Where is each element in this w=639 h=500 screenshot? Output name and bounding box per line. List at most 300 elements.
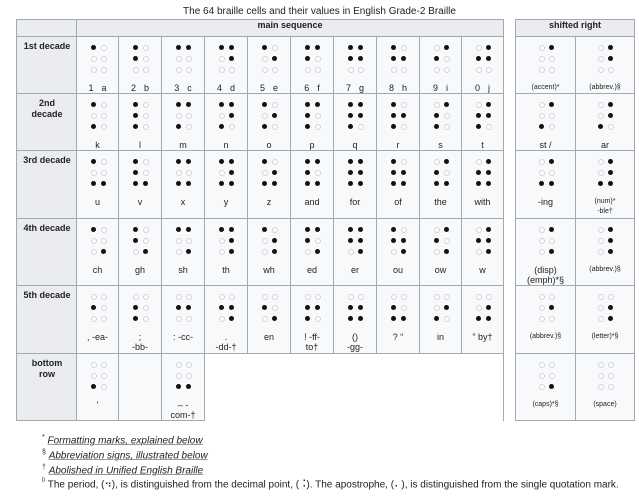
raised-dot	[358, 159, 363, 164]
flat-dot	[143, 305, 149, 311]
braille-cell	[576, 354, 635, 421]
braille-dots	[86, 43, 110, 77]
raised-dot	[262, 227, 267, 232]
raised-dot	[401, 249, 406, 254]
braille-dots	[214, 100, 238, 134]
flat-dot	[272, 227, 278, 233]
flat-dot	[608, 362, 614, 368]
flat-dot	[315, 56, 321, 62]
cell-value	[291, 83, 333, 93]
raised-dot	[608, 102, 613, 107]
raised-dot	[444, 45, 449, 50]
flat-dot	[101, 170, 107, 176]
flat-dot	[598, 294, 604, 300]
braille-cell	[334, 286, 377, 354]
flat-dot	[539, 373, 545, 379]
cell-letter: h	[402, 83, 408, 93]
column-gap	[504, 37, 516, 94]
flat-dot	[539, 113, 545, 119]
flat-dot	[539, 305, 545, 311]
raised-dot	[272, 113, 277, 118]
flat-dot	[549, 67, 555, 73]
flat-dot	[598, 305, 604, 311]
flat-dot	[598, 362, 604, 368]
raised-dot	[608, 170, 613, 175]
braille-cell	[291, 37, 334, 94]
braille-dots	[593, 157, 617, 191]
flat-dot	[598, 170, 604, 176]
raised-dot	[434, 113, 439, 118]
cell-value: t	[481, 140, 484, 150]
flat-dot	[539, 56, 545, 62]
flat-dot	[143, 45, 149, 51]
flat-dot	[176, 249, 182, 255]
footnote-text: The period, (⠲), is distinguished from the decimal point, (⠨). The apostrophe, (⠄), is distinguished from the single quotation mark.	[47, 479, 619, 491]
raised-dot	[391, 238, 396, 243]
cell-value: st /	[539, 140, 552, 150]
flat-dot	[101, 384, 107, 390]
raised-dot	[549, 227, 554, 232]
flat-dot	[176, 294, 182, 300]
braille-dots	[214, 157, 238, 191]
braille-dots	[171, 292, 195, 326]
raised-dot	[315, 45, 320, 50]
flat-dot	[598, 238, 604, 244]
cell-value: w	[479, 265, 486, 275]
raised-dot	[229, 305, 234, 310]
flat-dot	[219, 56, 225, 62]
row-label: 4th decade	[23, 223, 71, 233]
flat-dot	[539, 384, 545, 390]
flat-dot	[272, 159, 278, 165]
flat-dot	[598, 384, 604, 390]
footnote-abolished: † Abolished in Unified English Braille	[42, 463, 204, 476]
braille-dots	[429, 100, 453, 134]
raised-dot	[186, 305, 191, 310]
flat-dot	[549, 56, 555, 62]
braille-cell	[162, 37, 205, 94]
raised-dot	[476, 316, 481, 321]
flat-dot	[186, 67, 192, 73]
raised-dot	[348, 238, 353, 243]
braille-cell	[420, 94, 462, 151]
raised-dot	[133, 124, 138, 129]
flat-dot	[358, 67, 364, 73]
flat-dot	[348, 67, 354, 73]
braille-dots	[343, 225, 367, 259]
flat-dot	[539, 170, 545, 176]
raised-dot	[434, 56, 439, 61]
flat-dot	[539, 227, 545, 233]
flat-dot	[219, 113, 225, 119]
cell-value: k	[95, 140, 100, 150]
flat-dot	[186, 316, 192, 322]
flat-dot	[401, 159, 407, 165]
empty-cell	[119, 354, 162, 421]
braille-cell	[377, 94, 420, 151]
cell-digit: 1	[88, 83, 94, 93]
raised-dot	[391, 305, 396, 310]
cell-value: (abbrev.)§	[529, 333, 562, 340]
flat-dot	[176, 373, 182, 379]
braille-dots	[171, 360, 195, 394]
flat-dot	[391, 249, 397, 255]
row-header	[17, 219, 77, 286]
flat-dot	[434, 45, 440, 51]
braille-cell	[205, 151, 248, 219]
braille-cell	[248, 286, 291, 354]
flat-dot	[91, 170, 97, 176]
raised-dot	[262, 159, 267, 164]
flat-dot	[539, 159, 545, 165]
cell-value: for	[349, 197, 361, 207]
raised-dot	[315, 305, 320, 310]
flat-dot	[91, 316, 97, 322]
raised-dot	[91, 124, 96, 129]
flat-dot	[272, 294, 278, 300]
braille-dots	[171, 157, 195, 191]
footnote-link[interactable]: Abolished in Unified English Braille	[48, 464, 204, 476]
braille-dots	[171, 100, 195, 134]
raised-dot	[305, 181, 310, 186]
braille-dots	[471, 225, 495, 259]
raised-dot	[305, 45, 310, 50]
table-caption: The 64 braille cells and their values in English Grade-2 Braille	[183, 6, 456, 17]
raised-dot	[486, 45, 491, 50]
braille-cell	[119, 94, 162, 151]
flat-dot	[444, 124, 450, 130]
raised-dot	[598, 124, 603, 129]
braille-cell	[576, 286, 635, 354]
raised-dot	[391, 227, 396, 232]
cell-letter: d	[230, 83, 236, 93]
braille-dots	[534, 225, 558, 259]
flat-dot	[401, 67, 407, 73]
flat-dot	[176, 238, 182, 244]
flat-dot	[272, 45, 278, 51]
braille-cell	[420, 37, 462, 94]
flat-dot	[539, 294, 545, 300]
cell-value: er	[350, 265, 359, 275]
flat-dot	[476, 305, 482, 311]
raised-dot	[305, 124, 310, 129]
braille-table	[16, 19, 635, 421]
row-header	[17, 151, 77, 219]
raised-dot	[539, 124, 544, 129]
raised-dot	[186, 102, 191, 107]
flat-dot	[315, 294, 321, 300]
braille-dots	[257, 292, 281, 326]
braille-cell	[462, 219, 504, 286]
raised-dot	[608, 249, 613, 254]
cell-letter: b	[144, 83, 150, 93]
cell-value: ()	[352, 332, 358, 342]
flat-dot	[444, 294, 450, 300]
braille-cell	[420, 219, 462, 286]
cell-digit: 7	[345, 83, 351, 93]
flat-dot	[348, 294, 354, 300]
raised-dot	[272, 238, 277, 243]
cell-value: ar	[600, 140, 609, 150]
braille-dots	[214, 292, 238, 326]
flat-dot	[476, 67, 482, 73]
raised-dot	[608, 238, 613, 243]
cell-value: p	[309, 140, 315, 150]
braille-cell	[248, 37, 291, 94]
row-label: 1st decade	[23, 41, 71, 51]
flat-dot	[219, 170, 225, 176]
raised-dot	[348, 45, 353, 50]
flat-dot	[539, 316, 545, 322]
braille-cell	[162, 286, 205, 354]
braille-cell	[377, 286, 420, 354]
braille-dots	[386, 157, 410, 191]
braille-cell	[77, 151, 119, 219]
braille-dots	[429, 157, 453, 191]
raised-dot	[401, 238, 406, 243]
cell-value	[377, 83, 419, 93]
raised-dot	[229, 159, 234, 164]
braille-cell	[162, 354, 205, 421]
cell-value: q	[352, 140, 358, 150]
cell-value-secondary: -gg-	[346, 342, 363, 352]
raised-dot	[272, 170, 277, 175]
flat-dot	[91, 56, 97, 62]
flat-dot	[476, 294, 482, 300]
raised-dot	[272, 56, 277, 61]
raised-dot	[401, 316, 406, 321]
braille-cell	[119, 286, 162, 354]
flat-dot	[549, 124, 555, 130]
raised-dot	[486, 238, 491, 243]
flat-dot	[186, 294, 192, 300]
flat-dot	[539, 45, 545, 51]
raised-dot	[486, 113, 491, 118]
flat-dot	[434, 159, 440, 165]
raised-dot	[348, 56, 353, 61]
braille-cell	[334, 94, 377, 151]
raised-dot	[391, 113, 396, 118]
braille-dots	[386, 43, 410, 77]
flat-dot	[391, 294, 397, 300]
raised-dot	[348, 102, 353, 107]
raised-dot	[219, 227, 224, 232]
flat-dot	[133, 294, 139, 300]
braille-cell	[248, 94, 291, 151]
flat-dot	[598, 316, 604, 322]
raised-dot	[186, 249, 191, 254]
raised-dot	[176, 384, 181, 389]
braille-dots	[534, 292, 558, 326]
column-gap	[504, 94, 516, 151]
cell-value: (caps)*§	[532, 401, 559, 408]
flat-dot	[444, 170, 450, 176]
braille-cell	[516, 151, 576, 219]
flat-dot	[101, 362, 107, 368]
raised-dot	[549, 45, 554, 50]
flat-dot	[598, 45, 604, 51]
flat-dot	[219, 294, 225, 300]
flat-dot	[486, 294, 492, 300]
braille-dots	[86, 292, 110, 326]
raised-dot	[133, 305, 138, 310]
flat-dot	[101, 316, 107, 322]
flat-dot	[358, 294, 364, 300]
flat-dot	[549, 170, 555, 176]
raised-dot	[348, 124, 353, 129]
raised-dot	[186, 159, 191, 164]
flat-dot	[539, 102, 545, 108]
raised-dot	[444, 102, 449, 107]
cell-value: , -ea-	[86, 332, 108, 342]
cell-digit: 8	[388, 83, 394, 93]
raised-dot	[539, 181, 544, 186]
flat-dot	[143, 316, 149, 322]
cell-value: ed	[306, 265, 317, 275]
flat-dot	[262, 316, 268, 322]
cell-value: (letter)*§	[591, 333, 619, 340]
cell-digit: 3	[174, 83, 180, 93]
raised-dot	[91, 227, 96, 232]
raised-dot	[391, 45, 396, 50]
flat-dot	[348, 249, 354, 255]
flat-dot	[598, 373, 604, 379]
cell-value: r	[396, 140, 400, 150]
braille-dots	[257, 100, 281, 134]
braille-dots	[471, 100, 495, 134]
flat-dot	[272, 102, 278, 108]
flat-dot	[539, 362, 545, 368]
flat-dot	[486, 124, 492, 130]
cell-value: (disp)	[534, 265, 557, 275]
flat-dot	[608, 384, 614, 390]
braille-cell	[291, 151, 334, 219]
raised-dot	[262, 305, 267, 310]
raised-dot	[133, 159, 138, 164]
cell-value: the	[434, 197, 447, 207]
flat-dot	[262, 294, 268, 300]
flat-dot	[391, 67, 397, 73]
flat-dot	[143, 294, 149, 300]
braille-dots	[386, 100, 410, 134]
flat-dot	[608, 67, 614, 73]
column-gap	[504, 354, 516, 421]
raised-dot	[486, 102, 491, 107]
raised-dot	[305, 305, 310, 310]
column-gap	[504, 151, 516, 219]
flat-dot	[186, 170, 192, 176]
raised-dot	[229, 45, 234, 50]
raised-dot	[486, 181, 491, 186]
raised-dot	[143, 181, 148, 186]
braille-dots	[128, 157, 152, 191]
flat-dot	[549, 316, 555, 322]
footnote-link[interactable]: Abbreviation signs, illustrated below	[48, 450, 208, 462]
flat-dot	[262, 238, 268, 244]
flat-dot	[143, 159, 149, 165]
flat-dot	[186, 124, 192, 130]
footnote-link[interactable]: Formatting marks, explained below	[47, 435, 203, 447]
cell-value: m	[179, 140, 187, 150]
raised-dot	[186, 45, 191, 50]
cell-value-secondary: com-†	[170, 410, 196, 420]
cell-value: (space)	[593, 401, 617, 408]
braille-cell	[516, 94, 576, 151]
flat-dot	[598, 113, 604, 119]
flat-dot	[176, 67, 182, 73]
cell-value: ou	[392, 265, 403, 275]
flat-dot	[219, 238, 225, 244]
flat-dot	[91, 373, 97, 379]
cell-letter: c	[187, 83, 192, 93]
flat-dot	[143, 102, 149, 108]
braille-dots	[300, 43, 324, 77]
raised-dot	[229, 102, 234, 107]
flat-dot	[401, 45, 407, 51]
braille-dots	[343, 100, 367, 134]
flat-dot	[219, 67, 225, 73]
raised-dot	[358, 316, 363, 321]
raised-dot	[444, 305, 449, 310]
braille-dots	[593, 43, 617, 77]
cell-value: with	[474, 197, 491, 207]
cell-value: n	[223, 140, 229, 150]
flat-dot	[143, 67, 149, 73]
cell-value: ! -ff-	[304, 332, 320, 342]
raised-dot	[391, 181, 396, 186]
braille-cell	[576, 94, 635, 151]
cell-letter: a	[101, 83, 107, 93]
flat-dot	[401, 305, 407, 311]
raised-dot	[305, 159, 310, 164]
braille-cell	[334, 151, 377, 219]
flat-dot	[486, 67, 492, 73]
cell-value	[462, 83, 503, 93]
flat-dot	[549, 113, 555, 119]
braille-cell	[77, 94, 119, 151]
braille-cell	[576, 151, 635, 219]
raised-dot	[272, 249, 277, 254]
raised-dot	[401, 56, 406, 61]
raised-dot	[434, 238, 439, 243]
flat-dot	[401, 102, 407, 108]
cell-value-secondary: -bb-	[131, 342, 148, 352]
raised-dot	[476, 124, 481, 129]
braille-cell	[516, 219, 576, 286]
decade-row	[17, 37, 635, 94]
raised-dot	[486, 316, 491, 321]
flat-dot	[101, 294, 107, 300]
cell-value-secondary: (emph)*§	[526, 275, 564, 285]
raised-dot	[262, 102, 267, 107]
raised-dot	[608, 181, 613, 186]
flat-dot	[91, 113, 97, 119]
cell-value-secondary: to†	[305, 342, 319, 352]
cell-value-secondary: -dd-†	[215, 342, 237, 352]
braille-cell	[205, 37, 248, 94]
raised-dot	[444, 159, 449, 164]
flat-dot	[315, 238, 321, 244]
braille-dots	[593, 360, 617, 394]
flat-dot	[143, 170, 149, 176]
flat-dot	[434, 294, 440, 300]
flat-dot	[219, 249, 225, 255]
raised-dot	[391, 124, 396, 129]
cell-digit: 2	[130, 83, 136, 93]
flat-dot	[434, 67, 440, 73]
raised-dot	[476, 113, 481, 118]
raised-dot	[219, 45, 224, 50]
